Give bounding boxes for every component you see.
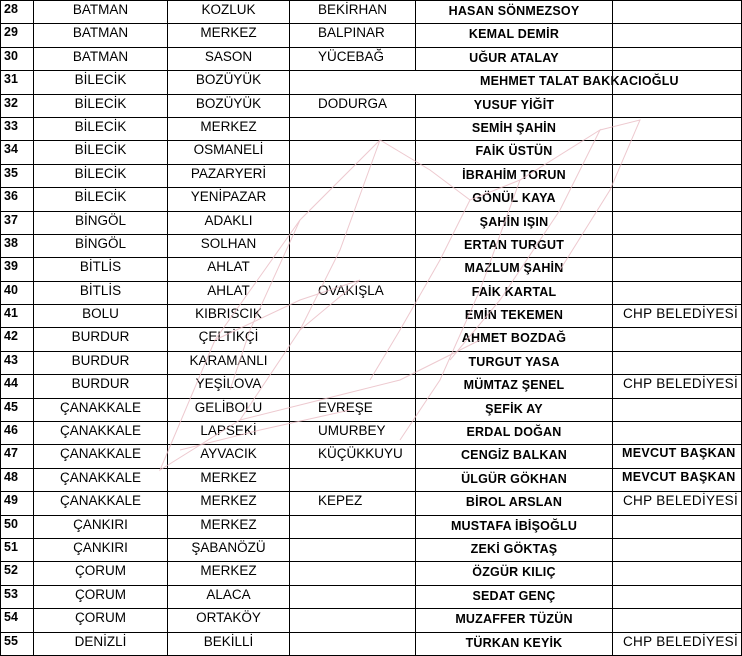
town-cell: UMURBEY	[290, 422, 416, 445]
district-cell: SOLHAN	[168, 234, 290, 257]
candidate-name-cell: SEDAT GENÇ	[416, 585, 613, 608]
province-cell: ÇORUM	[34, 585, 168, 608]
district-cell: OSMANELİ	[168, 141, 290, 164]
table-row	[1, 258, 742, 281]
town-cell: DODURGA	[290, 94, 416, 117]
district-cell: KARAMANLI	[168, 351, 290, 374]
district-cell: KOZLUK	[168, 1, 290, 24]
province-cell: BİLECİK	[34, 94, 168, 117]
province-cell: BATMAN	[34, 47, 168, 70]
town-cell: BALPINAR	[290, 24, 416, 47]
note-cell	[613, 164, 742, 187]
table-row	[1, 328, 742, 351]
candidate-name-cell: ZEKİ GÖKTAŞ	[416, 538, 613, 561]
note-cell	[613, 234, 742, 257]
district-cell: YEŞİLOVA	[168, 375, 290, 398]
note-cell	[613, 398, 742, 421]
table-row	[1, 164, 742, 187]
note-cell	[613, 538, 742, 561]
row-number-cell: 33	[1, 117, 34, 140]
district-cell: BOZÜYÜK	[168, 71, 290, 94]
row-number-cell: 34	[1, 141, 34, 164]
town-cell	[290, 188, 416, 211]
note-cell	[613, 188, 742, 211]
district-cell: BEKİLLİ	[168, 632, 290, 655]
province-cell: ÇANAKKALE	[34, 445, 168, 468]
candidate-name-cell: TURGUT YASA	[416, 351, 613, 374]
province-cell: ÇANAKKALE	[34, 492, 168, 515]
district-cell: PAZARYERİ	[168, 164, 290, 187]
district-cell: KIBRISCIK	[168, 305, 290, 328]
table-body	[1, 1, 742, 656]
row-number-cell: 31	[1, 71, 34, 94]
candidate-name-cell: ÖZGÜR KILIÇ	[416, 562, 613, 585]
table-row	[1, 141, 742, 164]
row-number-cell: 52	[1, 562, 34, 585]
note-cell	[613, 1, 742, 24]
row-number-cell: 30	[1, 47, 34, 70]
candidate-name-cell: MAZLUM ŞAHİN	[416, 258, 613, 281]
town-cell	[290, 117, 416, 140]
town-cell	[290, 632, 416, 655]
table-row	[1, 632, 742, 655]
note-cell	[613, 258, 742, 281]
province-cell: ÇANAKKALE	[34, 422, 168, 445]
row-number-cell: 38	[1, 234, 34, 257]
candidate-name-cell: ERDAL DOĞAN	[416, 422, 613, 445]
note-cell	[613, 585, 742, 608]
town-cell	[290, 585, 416, 608]
candidate-name-cell: ŞAHİN IŞIN	[416, 211, 613, 234]
row-number-cell: 37	[1, 211, 34, 234]
town-cell	[290, 211, 416, 234]
row-number-cell: 32	[1, 94, 34, 117]
row-number-cell: 35	[1, 164, 34, 187]
note-cell: CHP BELEDİYESİ	[613, 375, 742, 398]
table-row	[1, 585, 742, 608]
province-cell: ÇANKIRI	[34, 515, 168, 538]
district-cell: MERKEZ	[168, 24, 290, 47]
province-cell: ÇORUM	[34, 562, 168, 585]
district-cell: ÇELTİKÇİ	[168, 328, 290, 351]
district-cell: AYVACIK	[168, 445, 290, 468]
candidate-name-cell: TÜRKAN KEYİK	[416, 632, 613, 655]
table-row	[1, 422, 742, 445]
row-number-cell: 40	[1, 281, 34, 304]
district-cell: ŞABANÖZÜ	[168, 538, 290, 561]
table-row	[1, 562, 742, 585]
table-row	[1, 211, 742, 234]
province-cell: BİLECİK	[34, 117, 168, 140]
candidate-name-cell: ÜLGÜR GÖKHAN	[416, 468, 613, 491]
candidate-name-cell: EMİN TEKEMEN	[416, 305, 613, 328]
province-cell: BİTLİS	[34, 258, 168, 281]
candidate-name-cell: FAİK ÜSTÜN	[416, 141, 613, 164]
row-number-cell: 49	[1, 492, 34, 515]
note-cell: MEVCUT BAŞKAN	[613, 445, 742, 468]
table-row	[1, 24, 742, 47]
town-cell: BEKİRHAN	[290, 1, 416, 24]
town-cell	[290, 305, 416, 328]
row-number-cell: 42	[1, 328, 34, 351]
province-cell: BİLECİK	[34, 188, 168, 211]
district-cell: MERKEZ	[168, 492, 290, 515]
district-cell: ORTAKÖY	[168, 609, 290, 632]
town-cell	[290, 164, 416, 187]
town-cell: EVREŞE	[290, 398, 416, 421]
province-cell: ÇANAKKALE	[34, 468, 168, 491]
candidate-name-cell: İBRAHİM TORUN	[416, 164, 613, 187]
town-cell	[290, 538, 416, 561]
table-row	[1, 468, 742, 491]
district-cell: AHLAT	[168, 281, 290, 304]
note-cell	[613, 422, 742, 445]
candidate-name-cell: YUSUF YİĞİT	[416, 94, 613, 117]
note-cell	[613, 351, 742, 374]
note-cell	[613, 24, 742, 47]
row-number-cell: 54	[1, 609, 34, 632]
candidate-name-cell: BİROL ARSLAN	[416, 492, 613, 515]
town-cell	[290, 141, 416, 164]
candidate-name-cell: AHMET BOZDAĞ	[416, 328, 613, 351]
table-row	[1, 351, 742, 374]
district-cell: MERKEZ	[168, 117, 290, 140]
note-cell	[613, 47, 742, 70]
district-cell: ALACA	[168, 585, 290, 608]
table-row	[1, 398, 742, 421]
note-cell: CHP BELEDİYESİ	[613, 492, 742, 515]
district-cell: SASON	[168, 47, 290, 70]
town-cell	[290, 351, 416, 374]
province-cell: BİNGÖL	[34, 234, 168, 257]
note-cell	[613, 328, 742, 351]
candidate-name-cell: SEMİH ŞAHİN	[416, 117, 613, 140]
note-cell	[613, 609, 742, 632]
note-cell: MEVCUT BAŞKAN	[613, 468, 742, 491]
note-cell	[613, 515, 742, 538]
town-cell	[290, 375, 416, 398]
candidate-name-cell: KEMAL DEMİR	[416, 24, 613, 47]
note-cell	[613, 281, 742, 304]
province-cell: ÇANAKKALE	[34, 398, 168, 421]
row-number-cell: 39	[1, 258, 34, 281]
row-number-cell: 46	[1, 422, 34, 445]
district-cell: AHLAT	[168, 258, 290, 281]
note-cell	[613, 94, 742, 117]
row-number-cell: 29	[1, 24, 34, 47]
row-number-cell: 36	[1, 188, 34, 211]
candidate-name-cell: MUZAFFER TÜZÜN	[416, 609, 613, 632]
note-cell	[613, 117, 742, 140]
row-number-cell: 43	[1, 351, 34, 374]
town-cell	[290, 562, 416, 585]
district-cell: GELİBOLU	[168, 398, 290, 421]
town-cell	[290, 258, 416, 281]
table-row	[1, 445, 742, 468]
province-cell: BİLECİK	[34, 164, 168, 187]
town-cell	[290, 328, 416, 351]
candidate-name-cell: CENGİZ BALKAN	[416, 445, 613, 468]
note-cell	[613, 211, 742, 234]
province-cell: DENİZLİ	[34, 632, 168, 655]
town-cell: KEPEZ	[290, 492, 416, 515]
table-row	[1, 609, 742, 632]
row-number-cell: 48	[1, 468, 34, 491]
candidate-name-cell: GÖNÜL KAYA	[416, 188, 613, 211]
town-cell: KÜÇÜKKUYU	[290, 445, 416, 468]
row-number-cell: 41	[1, 305, 34, 328]
row-number-cell: 51	[1, 538, 34, 561]
candidate-name-cell: HASAN SÖNMEZSOY	[416, 1, 613, 24]
province-cell: BİLECİK	[34, 141, 168, 164]
table-row	[1, 47, 742, 70]
table-row	[1, 515, 742, 538]
town-cell: OVAKIŞLA	[290, 281, 416, 304]
row-number-cell: 55	[1, 632, 34, 655]
town-cell	[290, 515, 416, 538]
district-cell: BOZÜYÜK	[168, 94, 290, 117]
note-cell	[613, 562, 742, 585]
table-row	[1, 117, 742, 140]
table-row	[1, 492, 742, 515]
candidate-name-cell: ERTAN TURGUT	[416, 234, 613, 257]
candidate-name-cell: MUSTAFA İBİŞOĞLU	[416, 515, 613, 538]
province-cell: BURDUR	[34, 351, 168, 374]
row-number-cell: 44	[1, 375, 34, 398]
province-cell: BİLECİK	[34, 71, 168, 94]
candidate-name-cell: MEHMET TALAT BAKKACIOĞLU	[290, 71, 613, 94]
note-cell: CHP BELEDİYESİ	[613, 305, 742, 328]
district-cell: LAPSEKİ	[168, 422, 290, 445]
table-row	[1, 305, 742, 328]
table-row	[1, 375, 742, 398]
row-number-cell: 47	[1, 445, 34, 468]
district-cell: ADAKLI	[168, 211, 290, 234]
candidate-name-cell: ŞEFİK AY	[416, 398, 613, 421]
candidate-name-cell: UĞUR ATALAY	[416, 47, 613, 70]
province-cell: BOLU	[34, 305, 168, 328]
town-cell	[290, 609, 416, 632]
table-row	[1, 234, 742, 257]
district-cell: MERKEZ	[168, 515, 290, 538]
table-row	[1, 281, 742, 304]
province-cell: BATMAN	[34, 24, 168, 47]
candidate-name-cell: FAİK KARTAL	[416, 281, 613, 304]
table-row	[1, 71, 742, 94]
candidate-name-cell: MÜMTAZ ŞENEL	[416, 375, 613, 398]
row-number-cell: 28	[1, 1, 34, 24]
province-cell: BATMAN	[34, 1, 168, 24]
note-cell: CHP BELEDİYESİ	[613, 632, 742, 655]
province-cell: ÇORUM	[34, 609, 168, 632]
row-number-cell: 45	[1, 398, 34, 421]
province-cell: BİTLİS	[34, 281, 168, 304]
town-cell	[290, 468, 416, 491]
district-cell: MERKEZ	[168, 562, 290, 585]
district-cell: MERKEZ	[168, 468, 290, 491]
table-row	[1, 1, 742, 24]
province-cell: BURDUR	[34, 375, 168, 398]
province-cell: ÇANKIRI	[34, 538, 168, 561]
table-row	[1, 538, 742, 561]
table-row	[1, 94, 742, 117]
row-number-cell: 50	[1, 515, 34, 538]
province-cell: BURDUR	[34, 328, 168, 351]
note-cell	[613, 141, 742, 164]
table-row	[1, 188, 742, 211]
row-number-cell: 53	[1, 585, 34, 608]
town-cell	[290, 234, 416, 257]
district-cell: YENİPAZAR	[168, 188, 290, 211]
province-cell: BİNGÖL	[34, 211, 168, 234]
town-cell: YÜCEBAĞ	[290, 47, 416, 70]
